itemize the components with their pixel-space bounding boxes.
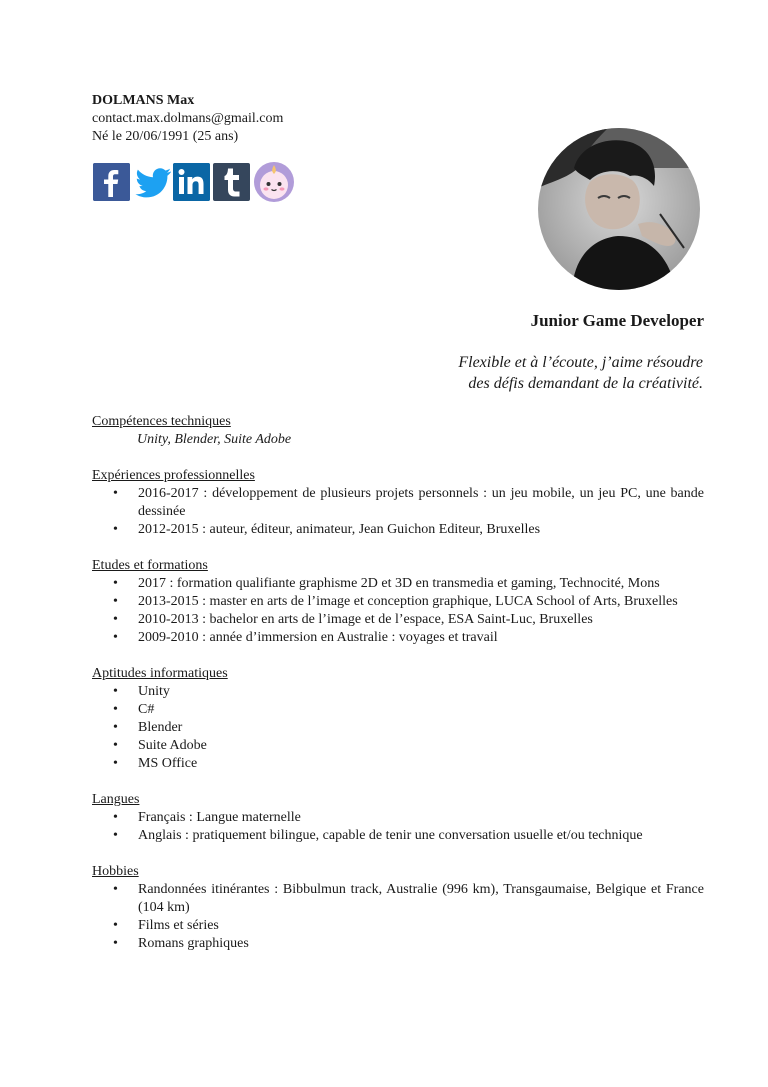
tagline-line-1: Flexible et à l’écoute, j’aime résoudre <box>458 354 703 371</box>
tumblr-icon[interactable] <box>213 163 250 201</box>
person-name: DOLMANS Max <box>92 93 195 108</box>
education-list <box>92 575 704 647</box>
facebook-icon[interactable] <box>93 163 130 201</box>
list-item: • 2012-2015 : auteur, éditeur, animateur, Jean Guichon Editeur, Bruxelles <box>113 522 541 537</box>
bullet: • <box>113 612 118 627</box>
tagline <box>458 352 703 394</box>
section-education <box>92 557 704 647</box>
section-skills <box>92 413 704 449</box>
list-item: • 2013-2015 : master en arts de l’image et conception graphique, LUCA School of Arts, Bruxelles <box>113 594 678 609</box>
bullet: • <box>113 630 118 645</box>
section-title: Hobbies <box>92 864 139 879</box>
bullet: • <box>113 756 118 771</box>
list-item: • 2010-2013 : bachelor en arts de l’image et de l’espace, ESA Saint-Luc, Bruxelles <box>113 612 593 627</box>
it-skills-list <box>92 683 704 773</box>
job-title: Junior Game Developer <box>530 311 704 330</box>
bullet: • <box>113 936 118 951</box>
section-hobbies <box>92 863 704 953</box>
bullet: • <box>113 522 118 537</box>
section-title: Etudes et formations <box>92 558 208 573</box>
bullet: • <box>113 828 118 843</box>
list-item: • 2009-2010 : année d’immersion en Australie : voyages et travail <box>113 630 498 645</box>
bullet: • <box>113 684 118 699</box>
section-experience <box>92 467 704 539</box>
bullet: • <box>113 882 118 897</box>
contact-header <box>92 92 283 146</box>
bullet: • <box>113 594 118 609</box>
list-item: • Anglais : pratiquement bilingue, capable de tenir une conversation usuelle et/ou technique <box>113 828 643 843</box>
list-item: • Unity <box>113 684 170 699</box>
list-item: • Français : Langue maternelle <box>113 810 301 825</box>
section-languages <box>92 791 704 845</box>
bullet: • <box>113 576 118 591</box>
list-item: • Randonnées itinérantes : Bibbulmun track, Australie (996 km), Transgaumaise, Belgique et France (104 km) <box>113 882 704 915</box>
linkedin-icon[interactable] <box>173 163 210 201</box>
list-item: • C# <box>113 702 155 717</box>
cv-content <box>92 413 704 971</box>
email-address[interactable]: contact.max.dolmans@gmail.com <box>92 111 284 126</box>
list-item: • Films et séries <box>113 918 219 933</box>
profile-photo <box>538 128 700 290</box>
bullet: • <box>113 702 118 717</box>
languages-list <box>92 809 704 845</box>
list-item: • Romans graphiques <box>113 936 249 951</box>
section-title: Langues <box>92 792 140 807</box>
bullet: • <box>113 486 118 501</box>
section-it-skills <box>92 665 704 773</box>
bullet: • <box>113 918 118 933</box>
list-item: • 2017 : formation qualifiante graphisme 2D et 3D en transmedia et gaming, Technocité, Mons <box>113 576 660 591</box>
bullet: • <box>113 810 118 825</box>
social-links <box>93 162 295 202</box>
list-item: • Blender <box>113 720 183 735</box>
tagline-line-2: des défis demandant de la créativité. <box>468 375 703 392</box>
section-title: Expériences professionnelles <box>92 468 255 483</box>
hobbies-list <box>92 881 704 953</box>
list-item: • MS Office <box>113 756 198 771</box>
twitter-icon[interactable] <box>133 163 170 201</box>
list-item: • 2016-2017 : développement de plusieurs projets personnels : un jeu mobile, un jeu PC, une bande dessinée <box>113 486 704 519</box>
birth-date: Né le 20/06/1991 (25 ans) <box>92 129 239 144</box>
skills-line: Unity, Blender, Suite Adobe <box>137 432 292 447</box>
experience-list <box>92 485 704 539</box>
bullet: • <box>113 738 118 753</box>
section-title: Compétences techniques <box>92 414 231 429</box>
deviantart-icon[interactable] <box>253 161 295 203</box>
bullet: • <box>113 720 118 735</box>
section-title: Aptitudes informatiques <box>92 666 228 681</box>
list-item: • Suite Adobe <box>113 738 207 753</box>
